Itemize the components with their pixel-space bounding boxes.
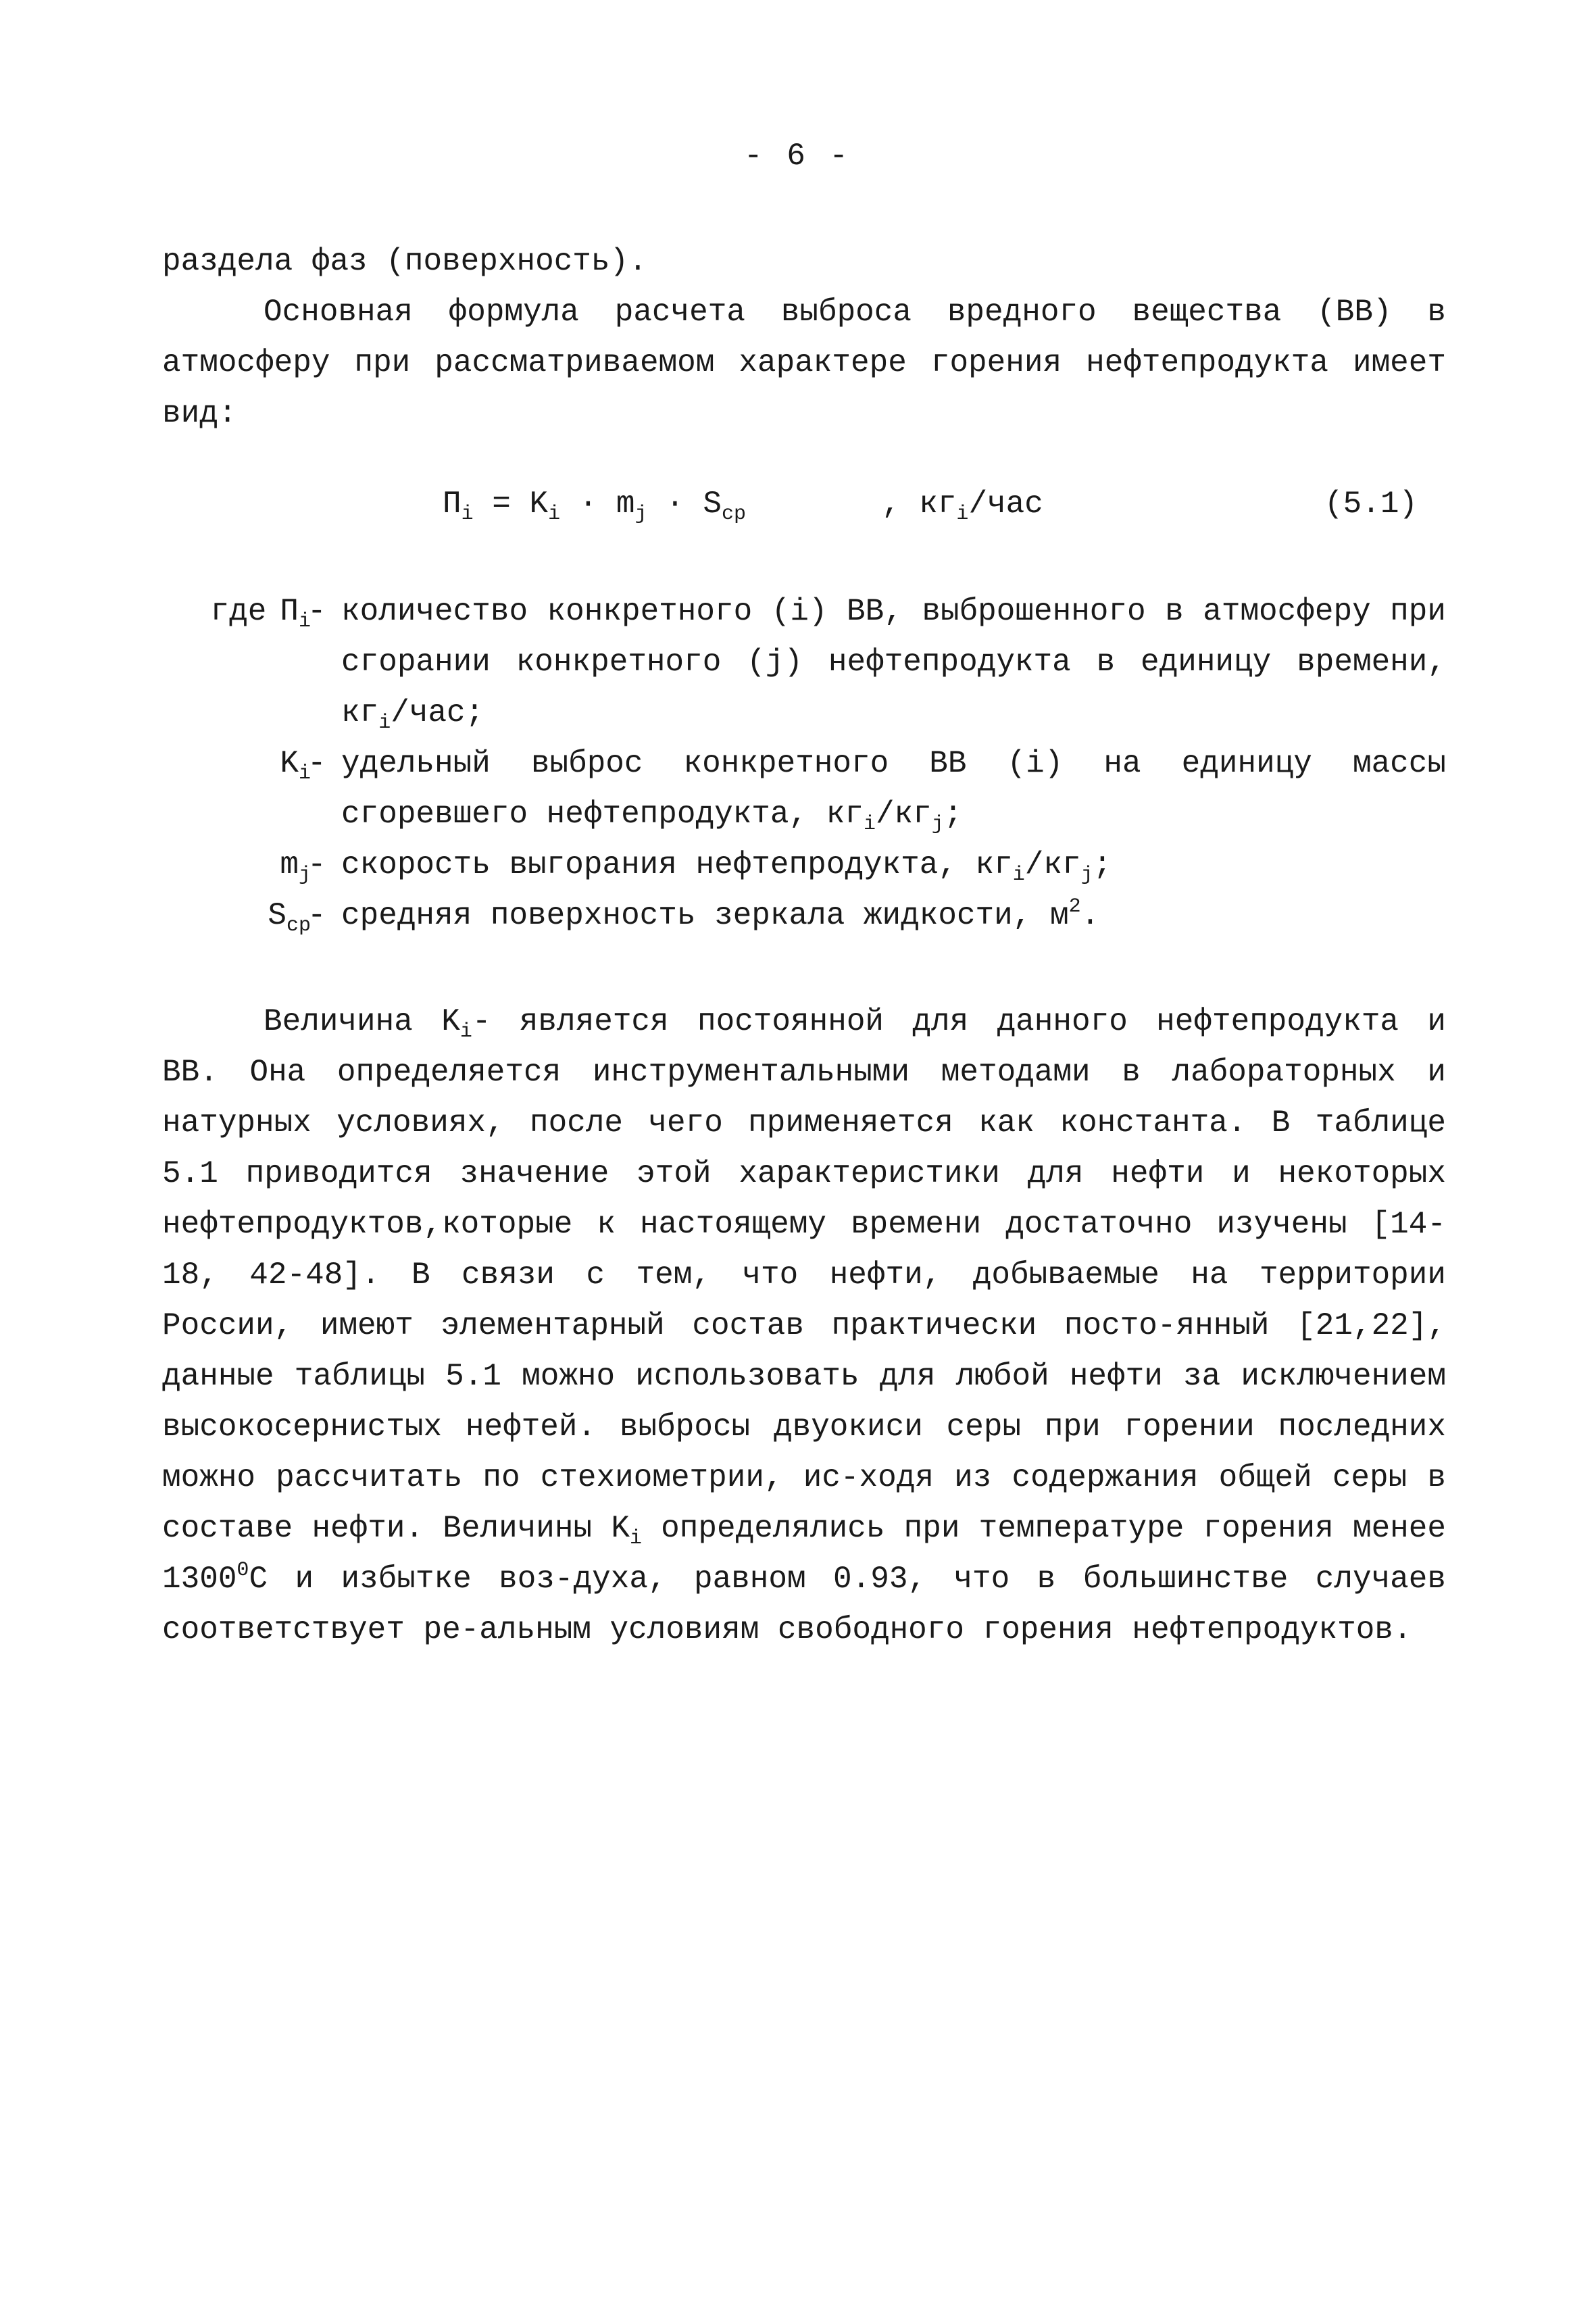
formula-dot-1: · <box>560 487 616 522</box>
formula-s-sub: cp <box>721 503 746 526</box>
formula-dot-2: · <box>647 487 703 522</box>
definition-text-end: . <box>1080 898 1100 933</box>
definition-text <box>341 840 1446 891</box>
definition-text <box>341 587 1446 739</box>
main-sub-2: i <box>629 1527 642 1550</box>
definition-text-mid: /кг <box>1024 847 1081 882</box>
term-symbol: S <box>268 898 286 933</box>
formula-unit <box>882 487 1043 526</box>
definition-text-main: количество конкретного (i) ВВ, выброшенного в атмосферу при сгорании конкретного (j) нефтепродукта в единицу времени, кг <box>341 594 1446 730</box>
main-paragraph <box>162 997 1446 1656</box>
definition-item <box>0 840 1596 891</box>
term-subscript: i <box>298 762 311 785</box>
main-paragraph-block <box>162 997 1446 1656</box>
formula-m: m <box>616 487 635 522</box>
formula-5-1 <box>0 487 1596 541</box>
definition-dash: - <box>307 898 326 933</box>
formula-number: (5.1) <box>1324 487 1418 522</box>
formula-expression <box>443 487 746 526</box>
definition-text-sub: i <box>378 712 391 735</box>
formula-unit-suffix: /час <box>968 487 1043 522</box>
definition-text-main: средняя поверхность зеркала жидкости, м <box>341 898 1069 933</box>
intro-line: раздела фаз (поверхность). <box>162 244 647 279</box>
definition-item <box>0 891 1596 941</box>
definition-text-sub2: j <box>1080 864 1093 887</box>
formula-unit-prefix: , кг <box>882 487 957 522</box>
main-text-4: С и избытке воз-духа, равном 0.93, что в большинстве случаев соответствует ре-альным условиям свободного горения нефтепродуктов. <box>162 1562 1446 1647</box>
definition-item <box>0 587 1596 739</box>
formula-equals: = <box>473 487 530 522</box>
main-sub-1: i <box>459 1020 472 1043</box>
term-subscript: j <box>298 864 311 887</box>
formula-k: K <box>529 487 549 522</box>
definition-text-mid: /кг <box>875 797 932 832</box>
term-symbol: K <box>280 746 299 781</box>
main-text-1: Величина K <box>264 1004 460 1039</box>
definition-text <box>341 891 1446 941</box>
definition-text <box>341 739 1446 840</box>
term-symbol: П <box>280 594 299 629</box>
definition-term <box>162 739 311 789</box>
definition-term <box>162 587 311 637</box>
definition-text-sub: i <box>863 813 876 836</box>
formula-m-sub: j <box>634 503 647 526</box>
formula-p: П <box>443 487 462 522</box>
intro-paragraph: Основная формула расчета выброса вредного вещества (ВВ) в атмосферу при рассматриваемом характере горения нефтепродукта имеет вид: <box>162 295 1446 431</box>
intro-text <box>162 237 1446 439</box>
main-sup: 0 <box>236 1559 249 1582</box>
definition-dash: - <box>307 847 326 882</box>
definition-lead: где <box>210 594 267 629</box>
term-subscript: cp <box>286 914 311 937</box>
term-symbol: m <box>280 847 299 882</box>
formula-p-sub: i <box>461 503 474 526</box>
definition-text-main: скорость выгорания нефтепродукта, кг <box>341 847 1013 882</box>
formula-k-sub: i <box>548 503 561 526</box>
definitions-list <box>0 587 1596 941</box>
definition-item <box>0 739 1596 840</box>
term-subscript: i <box>298 610 311 633</box>
formula-unit-sub: i <box>956 503 969 526</box>
main-text-2: - является постоянной для данного нефтепродукта и ВВ. Она определяется инструментальными методами в лабораторных и натурных условиях, после чего применяется как константа. В таблице 5.1 приводится значение этой характеристики для нефти и некоторых нефтепродуктов,которые к настоящему времени достаточно изучены [14-18, 42-48]. В связи с тем, что нефти, добываемые на территории России, имеют элементарный состав практически посто-янный [21,22], данные таблицы 5.1 можно использовать для любой нефти за исключением высокосернистых нефтей. выбросы двуокиси серы при горении последних можно рассчитать по стехиометрии, ис-ходя из содержания общей серы в составе нефти. Величины K <box>162 1004 1447 1546</box>
page-number: - 6 - <box>743 139 851 174</box>
definition-term <box>162 840 311 891</box>
definition-text-sub: i <box>1012 864 1025 887</box>
definition-text-end: /час; <box>391 695 484 730</box>
definition-text-end: ; <box>1093 847 1112 882</box>
definition-text-sup: 2 <box>1068 895 1081 918</box>
definition-term <box>162 891 311 941</box>
definition-text-end: ; <box>943 797 963 832</box>
definition-text-sub2: j <box>931 813 944 836</box>
main-text-3: определялись при температуре горения менее 1300 <box>162 1511 1446 1597</box>
definition-dash: - <box>307 746 326 781</box>
definition-text-main: удельный выброс конкретного ВВ (i) на единицу массы сгоревшего нефтепродукта, кг <box>341 746 1446 832</box>
formula-s: S <box>703 487 722 522</box>
definition-dash: - <box>307 594 326 629</box>
